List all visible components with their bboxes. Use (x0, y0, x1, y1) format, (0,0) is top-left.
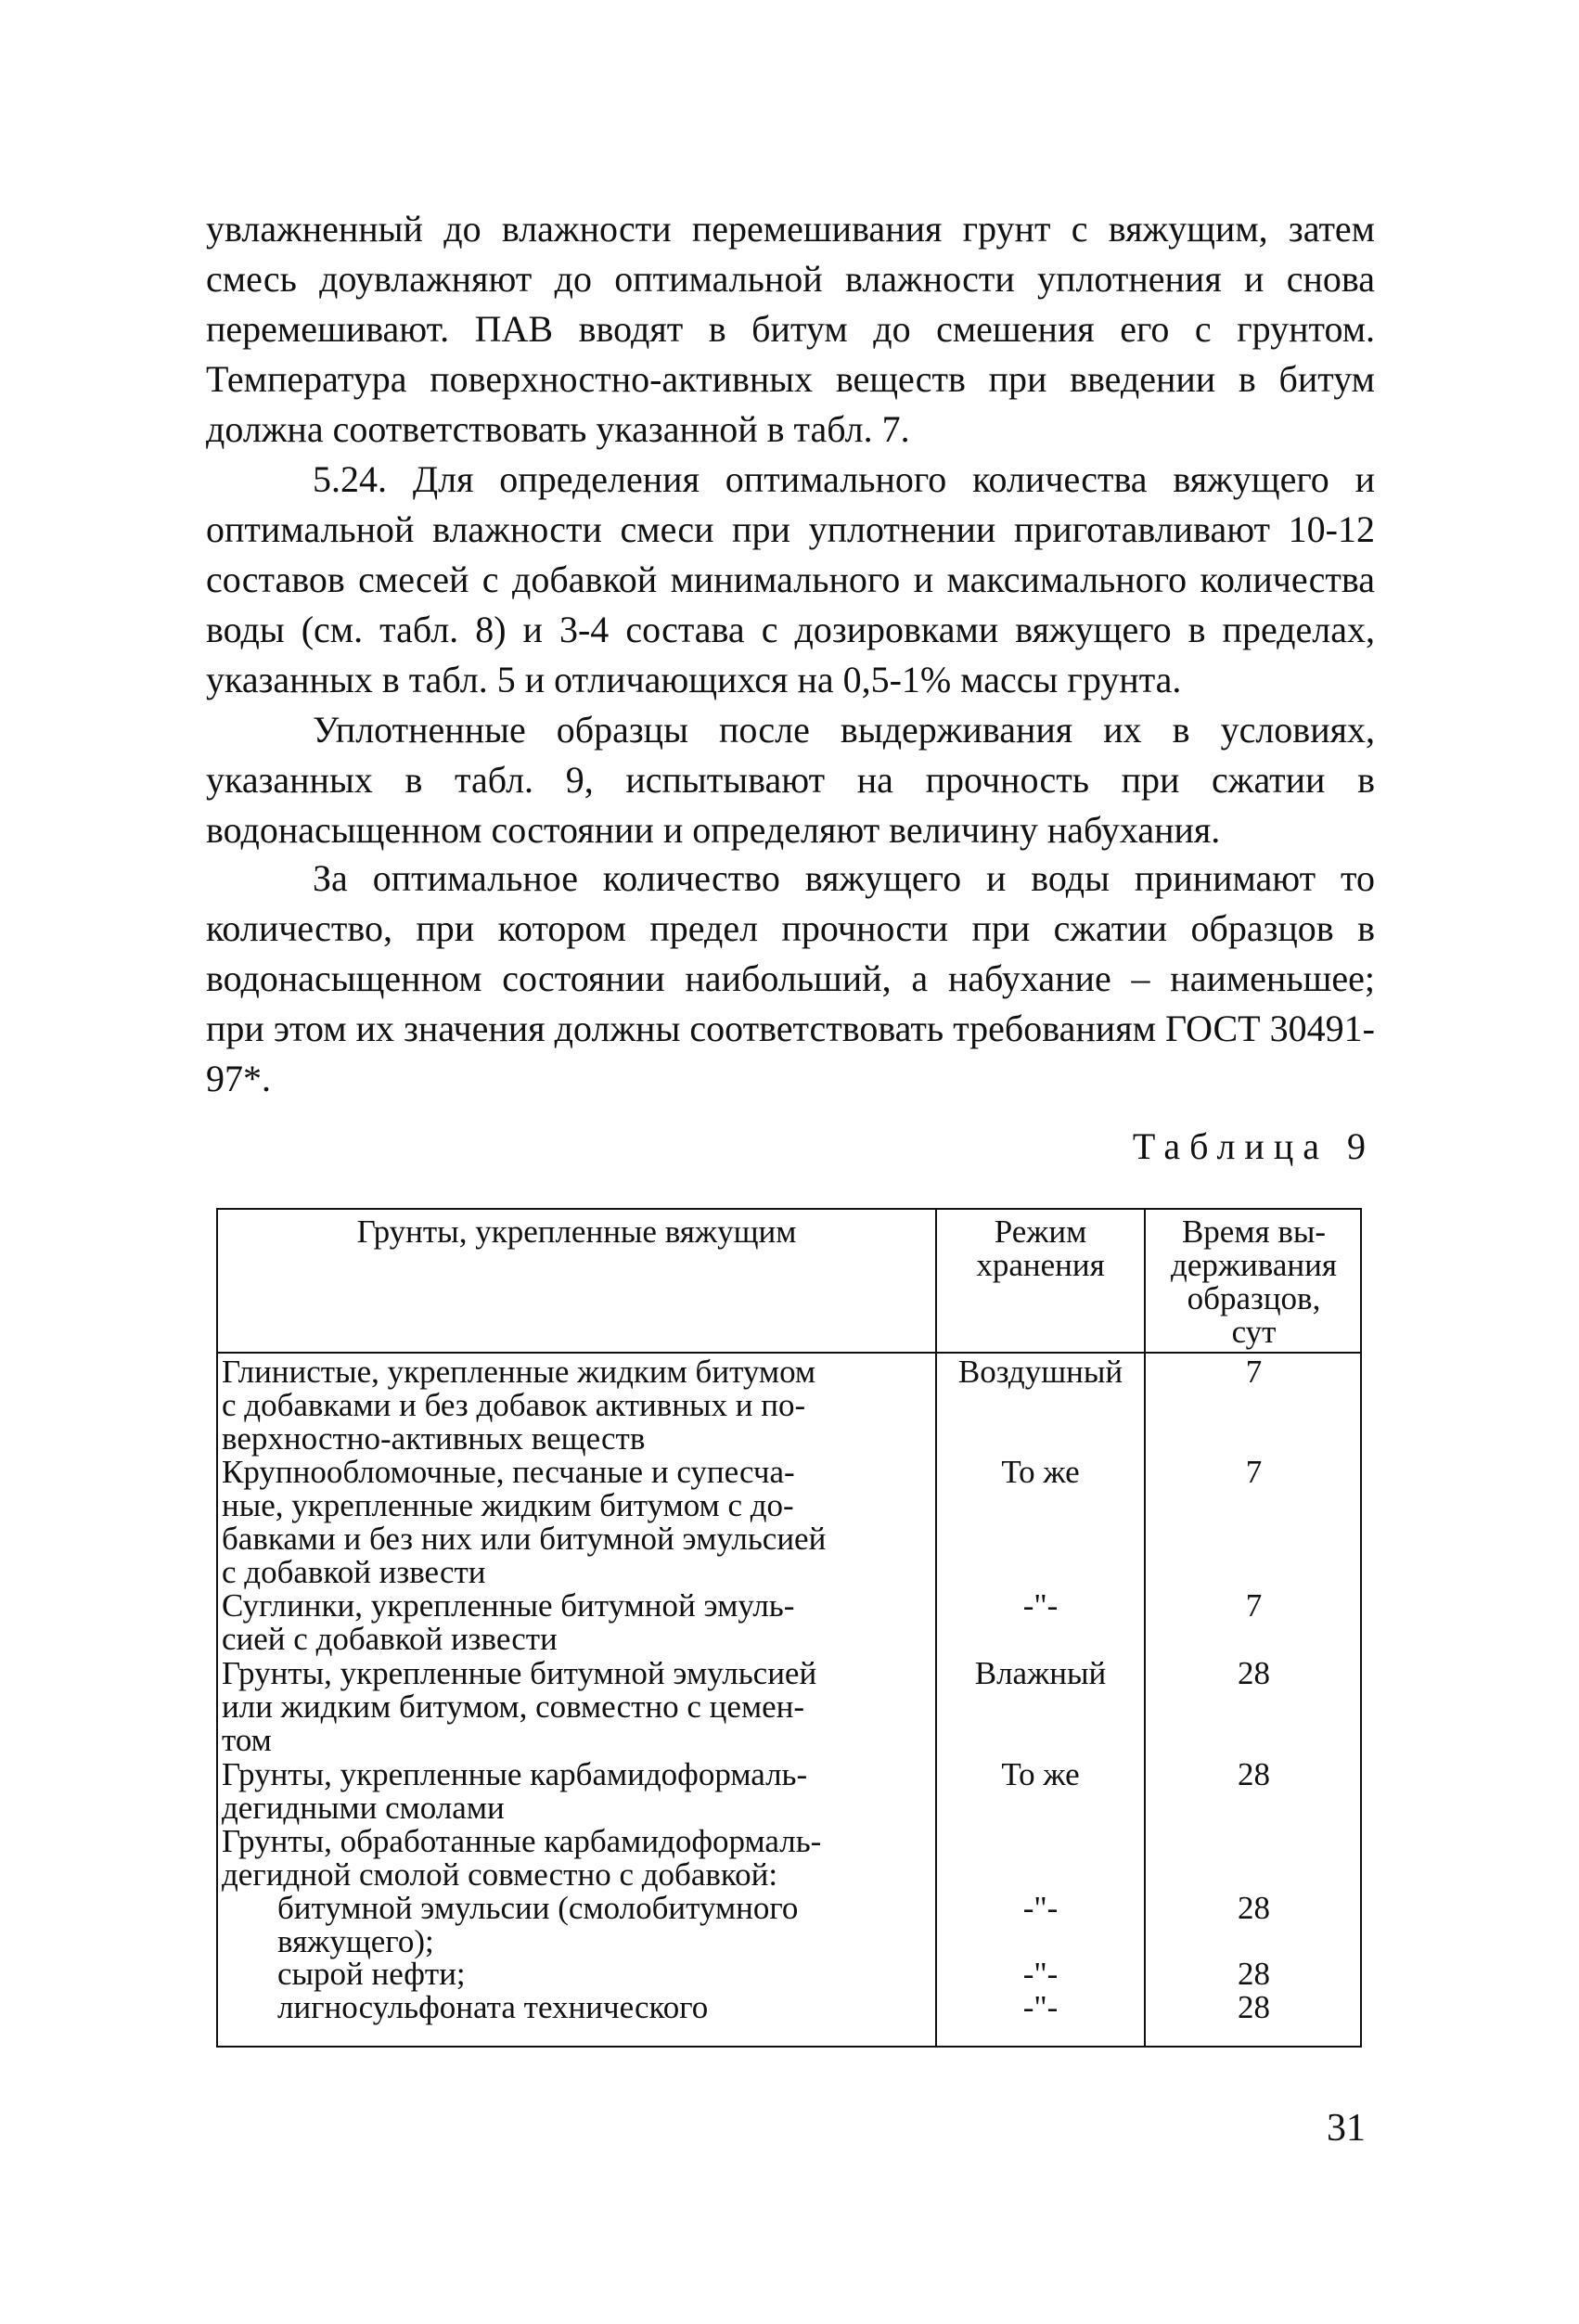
table-row-soil: лигносульфоната технического (277, 1989, 709, 2025)
header-storage-mode: Режим хранения (976, 1213, 1105, 1283)
table-row-soil: Суглинки, укрепленные битумной эмуль- сией с добавкой извести (222, 1587, 795, 1657)
table-row-time: 7 (1245, 1587, 1263, 1624)
paragraph-2: 5.24. Для определения оптимального количества вяжущего и оптимальной влажности смеси при уплотнении приготавливают 10-12 составов смесей с добавкой минимального и максимального количества воды (см. табл. 8) и 3-4 состава с дозировками вяжущего в пределах, указанных в табл. 5 и отличающихся на 0,5-1% массы грунта. (206, 458, 1375, 700)
table-row-mode: То же (1001, 1454, 1080, 1490)
table-row-mode: Воздушный (957, 1354, 1123, 1390)
table-row-soil: Грунты, укрепленные битумной эмульсией или жидким битумом, совместно с цемен- том (222, 1655, 817, 1758)
table-row-mode: -"- (1022, 1587, 1059, 1624)
header-hold-time: Время вы- держивания образцов, сут (1171, 1213, 1337, 1350)
table-row-time: 28 (1238, 1989, 1270, 2025)
table-caption: Таблица 9 (1132, 1125, 1375, 1167)
table-row-mode: -"- (1022, 1989, 1059, 2025)
table-row-soil: Грунты, укрепленные карбамидоформаль- дегидными смолами (222, 1756, 808, 1826)
table-row-time: 28 (1238, 1890, 1270, 1926)
page-number: 31 (1327, 2107, 1366, 2150)
table-row-time: 7 (1245, 1454, 1263, 1490)
table-row-time: 28 (1238, 1655, 1270, 1691)
table-row-time: 28 (1238, 1956, 1270, 1992)
table-row-mode: Влажный (974, 1655, 1107, 1691)
paragraph-1: увлажненный до влажности перемешивания грунт с вяжущим, затем смесь доувлажняют до оптимальной влажности уплотнения и снова перемешивают. ПАВ вводят в битум до смешения его с грунтом. Температура поверхностно-активных веществ при введении в битум должна соответствовать указанной в табл. 7. (206, 208, 1375, 450)
paragraph-3: Уплотненные образцы после выдерживания их в условиях, указанных в табл. 9, испытывают на прочность при сжатии в водонасыщенном состоянии и определяют величину набухания. (206, 709, 1375, 851)
table-row-soil: Крупнообломочные, песчаные и супесча- ные, укрепленные жидким битумом с до- бавками и без них или битумной эмульсией с добавкой извести (222, 1454, 827, 1590)
table-row-soil: Глинистые, укрепленные жидким битумом с добавками и без добавок активных и по- верхностно-активных веществ (222, 1354, 816, 1457)
column-divider (935, 1210, 937, 2046)
table-row-mode: -"- (1022, 1956, 1059, 1992)
paragraph-4: За оптимальное количество вяжущего и воды принимают то количество, при котором предел прочности при сжатии образцов в водонасыщенном состоянии наибольший, а набухание – наименьшее; при этом их значения должны соответствовать требованиям ГОСТ 30491-97*. (206, 857, 1375, 1099)
table-9 (216, 1208, 1362, 2048)
table-row-soil: Грунты, обработанные карбамидоформаль- дегидной смолой совместно с добавкой: (222, 1823, 822, 1893)
table-row-time: 28 (1238, 1756, 1270, 1792)
table-row-time: 7 (1245, 1354, 1263, 1390)
table-row-mode: То же (1001, 1756, 1080, 1792)
table-row-soil: битумной эмульсии (смолобитумного вяжущего); (277, 1890, 799, 1959)
header-soil: Грунты, укрепленные вяжущим (356, 1213, 797, 1250)
table-row-mode: -"- (1022, 1890, 1059, 1926)
table-row-soil: сырой нефти; (277, 1956, 466, 1992)
